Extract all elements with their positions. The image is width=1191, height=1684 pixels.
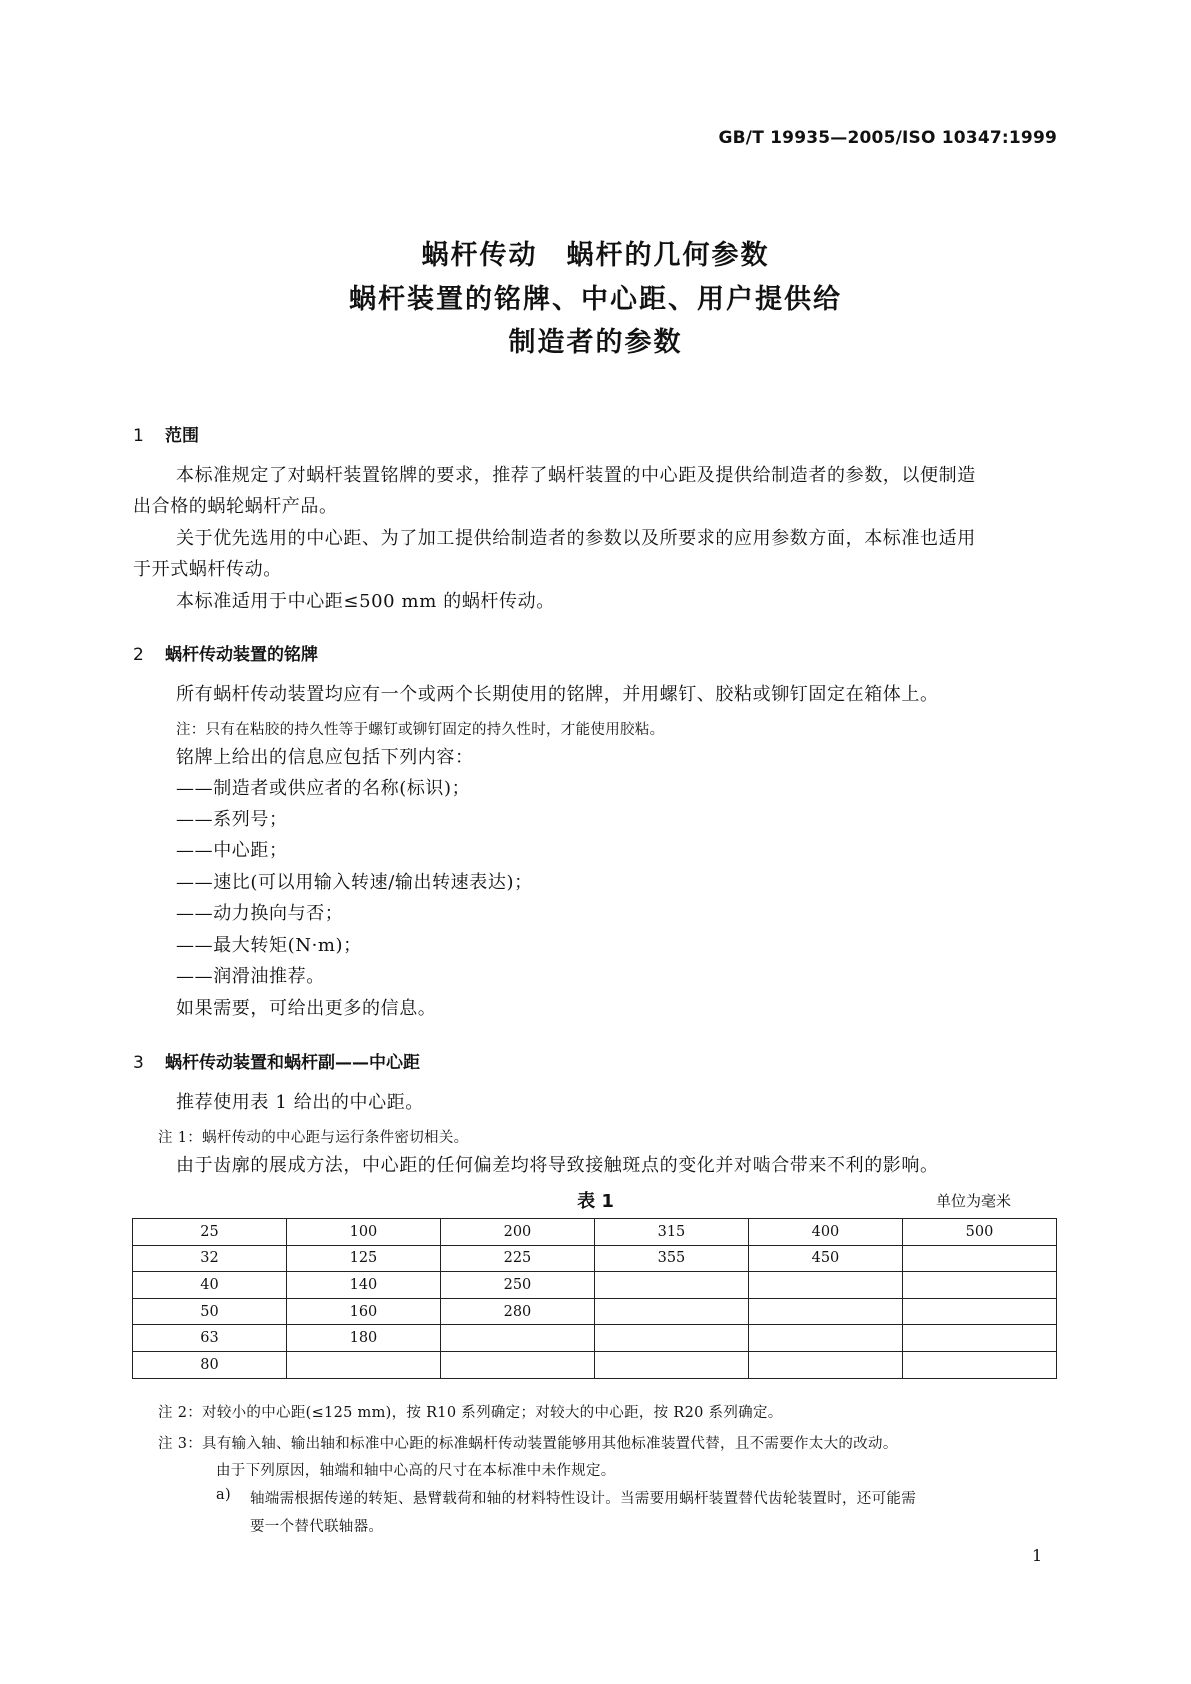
table-row	[133, 1219, 1057, 1246]
table-cell: 50	[133, 1298, 287, 1325]
table-cell: 25	[133, 1219, 287, 1246]
table-row	[133, 1325, 1057, 1352]
table-cell: 125	[286, 1245, 440, 1272]
list-item-continued: 要一个替代联轴器。	[250, 1519, 384, 1535]
table-cell: 180	[286, 1325, 440, 1352]
title-line-1: 蜗杆传动 蜗杆的几何参数	[421, 240, 770, 271]
section-3-heading	[133, 1048, 420, 1073]
table-cell	[748, 1298, 902, 1325]
list-item: ——速比(可以用输入转速/输出转速表达)；	[176, 872, 533, 893]
table-cell	[902, 1298, 1056, 1325]
s2-note: 注：只有在粘胶的持久性等于螺钉或铆钉固定的持久性时，才能使用胶粘。	[176, 722, 665, 738]
table-cell	[748, 1351, 902, 1378]
table-cell	[902, 1245, 1056, 1272]
table-cell	[748, 1272, 902, 1299]
table-row	[133, 1272, 1057, 1299]
section-1-heading	[133, 421, 199, 446]
table-title: 表 1	[577, 1191, 614, 1212]
table-cell: 32	[133, 1245, 287, 1272]
table-cell: 315	[594, 1219, 748, 1246]
table-cell: 355	[594, 1245, 748, 1272]
table-row	[133, 1298, 1057, 1325]
center-distance-table	[132, 1218, 1057, 1379]
table-cell	[748, 1325, 902, 1352]
s2-paragraph-3: 如果需要，可给出更多的信息。	[176, 998, 437, 1019]
note-3: 注 3：具有输入轴、输出轴和标准中心距的标准蜗杆传动装置能够用其他标准装置代替，且不需要作太大的改动。	[158, 1436, 898, 1452]
section-number: 2	[133, 645, 144, 665]
table-unit: 单位为毫米	[936, 1192, 1012, 1210]
page-number: 1	[1032, 1546, 1043, 1565]
table-cell	[594, 1272, 748, 1299]
table-cell	[286, 1351, 440, 1378]
section-number: 1	[133, 426, 144, 446]
list-item: ——最大转矩(N·m)；	[176, 935, 362, 956]
title-line-2: 蜗杆装置的铭牌、中心距、用户提供给	[349, 284, 842, 315]
list-item-label: a)	[216, 1487, 231, 1503]
table-row	[133, 1351, 1057, 1378]
s2-paragraph-2: 铭牌上给出的信息应包括下列内容：	[176, 747, 474, 768]
section-title: 蜗杆传动装置的铭牌	[165, 645, 318, 665]
s3-paragraph-2: 由于齿廓的展成方法，中心距的任何偏差均将导致接触斑点的变化并对啮合带来不利的影响。	[176, 1155, 939, 1176]
table-cell: 200	[440, 1219, 594, 1246]
s1-paragraph-1a: 本标准规定了对蜗杆装置铭牌的要求，推荐了蜗杆装置的中心距及提供给制造者的参数，以便制造	[176, 465, 976, 486]
table-cell: 100	[286, 1219, 440, 1246]
section-2-heading	[133, 640, 318, 665]
list-item: ——中心距；	[176, 840, 288, 861]
table-cell	[440, 1325, 594, 1352]
list-item: 轴端需根据传递的转矩、悬臂载荷和轴的材料特性设计。当需要用蜗杆装置替代齿轮装置时，还可能需	[250, 1491, 916, 1507]
table-cell	[902, 1272, 1056, 1299]
table-cell: 450	[748, 1245, 902, 1272]
s2-paragraph-1: 所有蜗杆传动装置均应有一个或两个长期使用的铭牌，并用螺钉、胶粘或铆钉固定在箱体上。	[176, 684, 939, 705]
table-cell	[902, 1351, 1056, 1378]
s1-paragraph-3: 本标准适用于中心距≤500 mm 的蜗杆传动。	[176, 591, 555, 612]
table-cell: 500	[902, 1219, 1056, 1246]
section-number: 3	[133, 1053, 144, 1073]
s3-paragraph-1: 推荐使用表 1 给出的中心距。	[176, 1092, 424, 1113]
table-cell: 160	[286, 1298, 440, 1325]
s1-paragraph-2b: 于开式蜗杆传动。	[133, 559, 282, 580]
table-cell: 80	[133, 1351, 287, 1378]
list-item: ——动力换向与否；	[176, 903, 344, 924]
title-line-3: 制造者的参数	[508, 327, 683, 358]
table-cell	[594, 1325, 748, 1352]
standard-code: GB/T 19935—2005/ISO 10347:1999	[718, 128, 1057, 148]
table-cell: 140	[286, 1272, 440, 1299]
section-title: 范围	[165, 426, 199, 446]
table-cell: 225	[440, 1245, 594, 1272]
list-item: ——制造者或供应者的名称(标识)；	[176, 778, 471, 799]
table-cell: 250	[440, 1272, 594, 1299]
s1-paragraph-2a: 关于优先选用的中心距、为了加工提供给制造者的参数以及所要求的应用参数方面，本标准也适用	[176, 528, 976, 549]
s1-paragraph-1b: 出合格的蜗轮蜗杆产品。	[133, 496, 338, 517]
table-cell	[902, 1325, 1056, 1352]
note-2: 注 2：对较小的中心距(≤125 mm)，按 R10 系列确定；对较大的中心距，按 R20 系列确定。	[158, 1405, 783, 1421]
table-cell	[594, 1298, 748, 1325]
table-cell	[594, 1351, 748, 1378]
list-item: ——系列号；	[176, 809, 288, 830]
section-title: 蜗杆传动装置和蜗杆副——中心距	[165, 1053, 420, 1073]
table-cell: 40	[133, 1272, 287, 1299]
table-cell: 63	[133, 1325, 287, 1352]
table-row	[133, 1245, 1057, 1272]
note-3-continued: 由于下列原因，轴端和轴中心高的尺寸在本标准中未作规定。	[216, 1463, 616, 1479]
table-cell: 400	[748, 1219, 902, 1246]
table-cell: 280	[440, 1298, 594, 1325]
list-item: ——润滑油推荐。	[176, 966, 325, 987]
table-cell	[440, 1351, 594, 1378]
s3-note-1: 注 1：蜗杆传动的中心距与运行条件密切相关。	[158, 1130, 469, 1146]
